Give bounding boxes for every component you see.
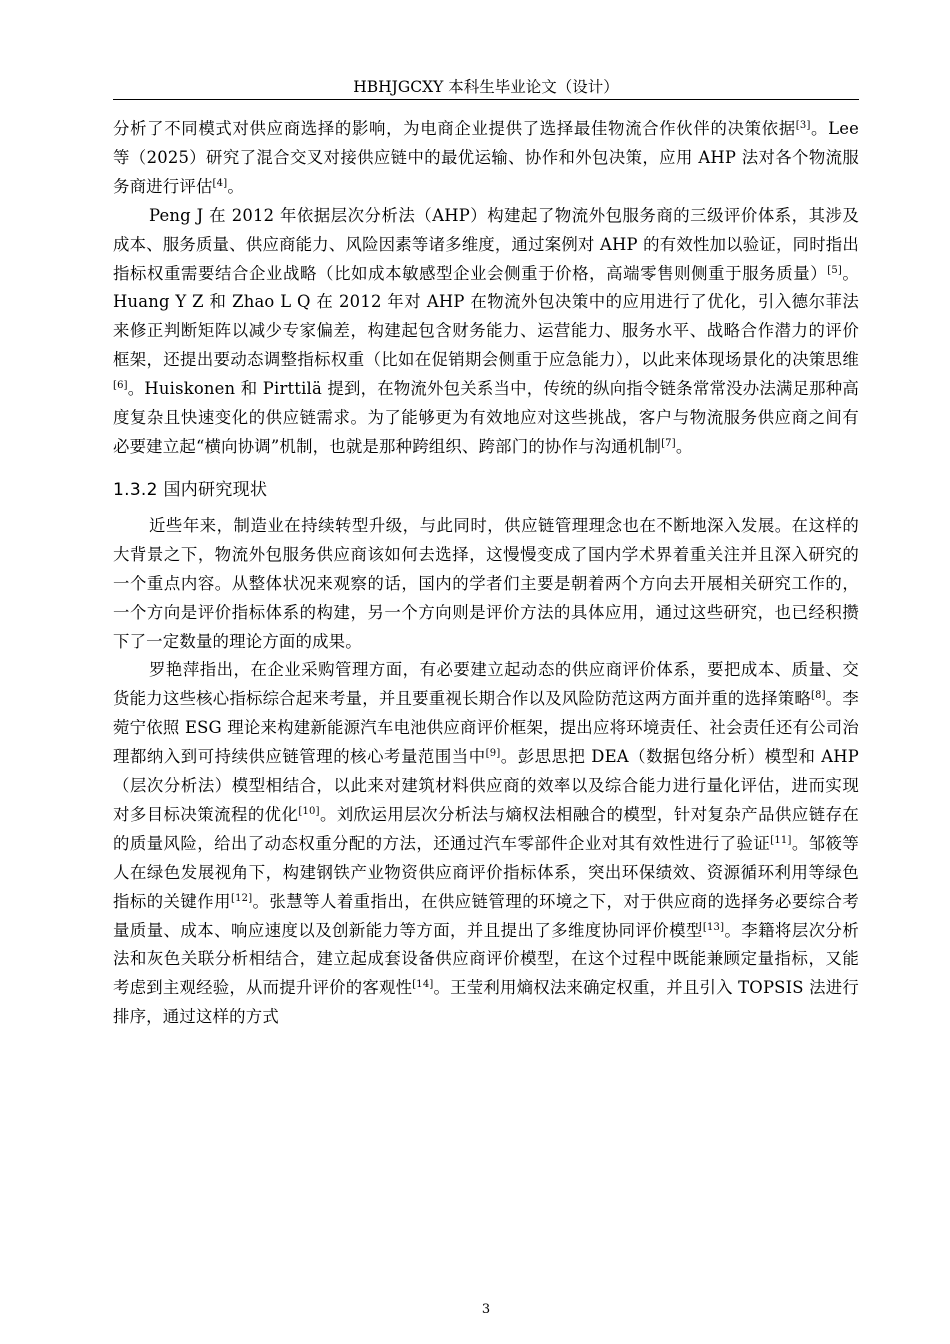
citation: [8] (810, 690, 826, 702)
text-run: 。李籍将层次分析法和灰色关联分析相结合，建立起成套设备供应商评价模型，在这个过程中既能兼顾定量指标，又能考虑到主观经验，从而提升评价的客观性 (113, 920, 859, 998)
text-run: Peng J 在 2012 年依据层次分析法（AHP）构建起了物流外包服务商的三级评价体系，其涉及成本、服务质量、供应商能力、风险因素等诸多维度，通过案例对 AHP 的有效性加以验证，同时指出指标权重需要结合企业战略（比如成本敏感型企业会侧重于价格，高端零售则侧重于服务质量） (113, 205, 859, 283)
citation: [6] (113, 380, 128, 392)
text-run: 。刘欣运用层次分析法与熵权法相融合的模型，针对复杂产品供应链存在的质量风险，给出了动态权重分配的方法，还通过汽车零部件企业对其有效性进行了验证 (113, 804, 860, 853)
paragraph (113, 512, 859, 657)
paragraph (113, 202, 859, 462)
citation: [9] (485, 748, 501, 760)
citation: [12] (230, 892, 253, 904)
header-title: HBHJGCXY 本科生毕业论文（设计） (353, 78, 619, 96)
header-rule (113, 99, 859, 100)
citation: [3] (795, 120, 811, 131)
text-run: 。Huang Y Z 和 Zhao L Q 在 2012 年对 AHP 在物流外包决策中的应用进行了优化，引入德尔菲法来修正判断矩阵以减少专家偏差，构建起包含财务能力、运营能力、服务水平、战略合作潜力的评价框架，还提出要动态调整指标权重（比如在促销期会侧重于应急能力），以此来体现场景化的决策思维 (113, 263, 859, 370)
text-run: 近些年来，制造业在持续转型升级，与此同时，供应链管理理念也在不断地深入发展。在这样的大背景之下，物流外包服务供应商该如何去选择，这慢慢变成了国内学术界着重关注并且深入研究的一个重点内容。从整体状况来观察的话，国内的学者们主要是朝着两个方向去开展相关研究工作的，一个方向是评价指标体系的构建，另一个方向则是评价方法的具体应用，通过这些研究，也已经积攒下了一定数量的理论方面的成果。 (113, 515, 859, 651)
citation: [13] (702, 921, 725, 933)
paragraph (113, 656, 859, 1032)
page-number: 3 (481, 1302, 491, 1317)
text-run: 。李菀宁依照 ESG 理论来构建新能源汽车电池供应商评价框架，提出应将环境责任、社会责任还有公司治理都纳入到可持续供应链管理的核心考量范围当中 (113, 689, 859, 767)
text-run: 。 (675, 436, 693, 456)
text-run: 。 (227, 176, 244, 196)
text-run: 。Huiskonen 和 Pirttilä 提到，在物流外包关系当中，传统的纵向指令链条常常没办法满足那种高度复杂且快速变化的供应链需求。为了能够更为有效地应对这些挑战，客户与物流服务供应商之间有必要建立起“横向协调”机制，也就是那种跨组织、跨部门的协作与沟通机制 (113, 379, 859, 456)
citation: [11] (770, 834, 792, 846)
citation: [14] (412, 979, 434, 991)
paragraph-continued (113, 115, 859, 202)
citation: [7] (661, 437, 676, 449)
section-heading: 1.3.2 国内研究现状 (113, 479, 268, 500)
citation: [5] (827, 264, 842, 276)
text-run: 。王莹利用熵权法来确定权重，并且引入 TOPSIS 法进行排序，通过这样的方式 (113, 978, 859, 1027)
text-run: 。邹筱等人在绿色发展视角下，构建钢铁产业物资供应商评价指标体系，突出环保绩效、资源循环利用等绿色指标的关键作用 (113, 833, 859, 911)
text-run: 。张慧等人着重指出，在供应链管理的环境之下，对于供应商的选择务必要综合考量质量、成本、响应速度以及创新能力等方面，并且提出了多维度协同评价模型 (113, 891, 859, 940)
citation: [10] (298, 805, 320, 817)
text-run: 罗艳萍指出，在企业采购管理方面，有必要建立起动态的供应商评价体系，要把成本、质量、交货能力这些核心指标综合起来考量，并且要重视长期合作以及风险防范这两方面并重的选择策略 (113, 660, 859, 709)
page-body (113, 115, 859, 1032)
text-run: 。Lee 等（2025）研究了混合交叉对接供应链中的最优运输、协作和外包决策，应用 AHP 法对各个物流服务商进行评估 (113, 119, 859, 196)
text-run: 分析了不同模式对供应商选择的影响，为电商企业提供了选择最佳物流合作伙伴的决策依据 (113, 119, 796, 138)
text-run: 。彭思思把 DEA（数据包络分析）模型和 AHP（层次分析法）模型相结合，以此来对建筑材料供应商的效率以及综合能力进行量化评估，进而实现对多目标决策流程的优化 (113, 747, 859, 824)
citation: [4] (212, 177, 228, 189)
